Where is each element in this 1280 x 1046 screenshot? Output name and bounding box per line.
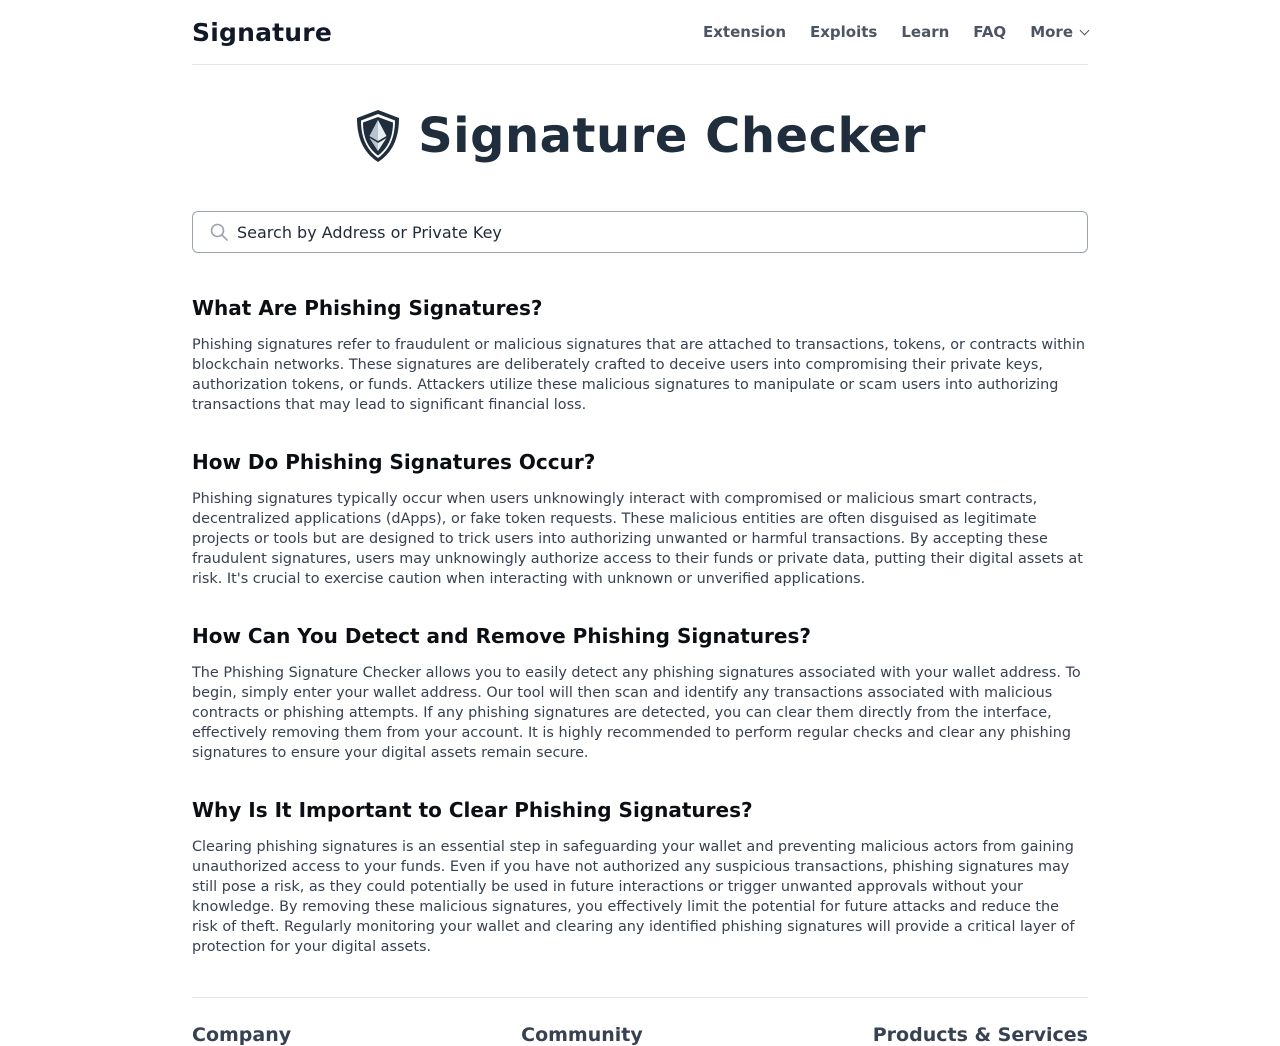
shield-ethereum-icon bbox=[354, 109, 402, 163]
search-input[interactable] bbox=[237, 223, 1037, 242]
hero bbox=[192, 107, 1088, 165]
section-heading: How Can You Detect and Remove Phishing Signatures? bbox=[192, 624, 811, 648]
section-why-important bbox=[192, 797, 1088, 957]
nav-link-learn[interactable]: Learn bbox=[901, 23, 950, 41]
footer-heading-company: Company bbox=[192, 1024, 292, 1046]
footer-heading-products: Products & Services bbox=[872, 1024, 1088, 1046]
site-header bbox=[192, 0, 1088, 65]
site-logo[interactable]: Signature bbox=[192, 17, 332, 47]
section-body: Phishing signatures typically occur when users unknowingly interact with compromised or malicious smart contracts, decentralized applications (dApps), or fake token requests. These malicious entities are often disguised as legitimate projects or tools but are designed to trick users into authorizing unwanted or harmful transactions. By accepting these fraudulent signatures, users may unknowingly authorize access to their funds or private data, putting their digital assets at risk. It's crucial to exercise caution when interacting with unknown or unverified applications. bbox=[192, 491, 1083, 587]
section-how-occur bbox=[192, 449, 1088, 589]
site-footer bbox=[192, 997, 1088, 1046]
search-icon bbox=[209, 222, 229, 242]
section-heading: How Do Phishing Signatures Occur? bbox=[192, 450, 596, 474]
nav-more-dropdown[interactable] bbox=[1030, 23, 1088, 41]
nav-more-label: More bbox=[1030, 23, 1073, 41]
chevron-down-icon bbox=[1080, 25, 1090, 35]
section-what-are bbox=[192, 295, 1088, 415]
section-body: Phishing signatures refer to fraudulent or malicious signatures that are attached to transactions, tokens, or contracts within blockchain networks. These signatures are deliberately crafted to deceive users into compromising their private keys, authorization tokens, or funds. Attackers utilize these malicious signatures to manipulate or scam users into authorizing transactions that may lead to significant financial loss. bbox=[192, 337, 1086, 413]
nav-link-exploits[interactable]: Exploits bbox=[810, 23, 878, 41]
nav-link-extension[interactable]: Extension bbox=[703, 23, 786, 41]
section-heading: Why Is It Important to Clear Phishing Signatures? bbox=[192, 798, 753, 822]
page-title: Signature Checker bbox=[418, 108, 926, 164]
nav-link-faq[interactable]: FAQ bbox=[973, 23, 1007, 41]
section-body: Clearing phishing signatures is an essential step in safeguarding your wallet and preventing malicious actors from gaining unauthorized access to your funds. Even if you have not authorized any suspicious transactions, phishing signatures may still pose a risk, as they could potentially be used in future interactions or trigger unwanted approvals without your knowledge. By removing these malicious signatures, you effectively limit the potential for future attacks and reduce the risk of theft. Regularly monitoring your wallet and clearing any identified phishing signatures will provide a critical layer of protection for your digital assets. bbox=[192, 839, 1075, 955]
page-container bbox=[192, 0, 1088, 1046]
section-heading: What Are Phishing Signatures? bbox=[192, 296, 543, 320]
section-detect-remove bbox=[192, 623, 1088, 763]
section-body: The Phishing Signature Checker allows you to easily detect any phishing signatures associated with your wallet address. To begin, simply enter your wallet address. Our tool will then scan and identify any transactions associated with malicious contracts or phishing attempts. If any phishing signatures are detected, you can clear them directly from the interface, effectively removing them from your account. It is highly recommended to perform regular checks and clear any phishing signatures to ensure your digital assets remain secure. bbox=[192, 665, 1081, 761]
search-bar[interactable] bbox=[192, 211, 1088, 253]
footer-heading-community: Community bbox=[521, 1024, 643, 1046]
main-nav bbox=[679, 23, 1088, 41]
